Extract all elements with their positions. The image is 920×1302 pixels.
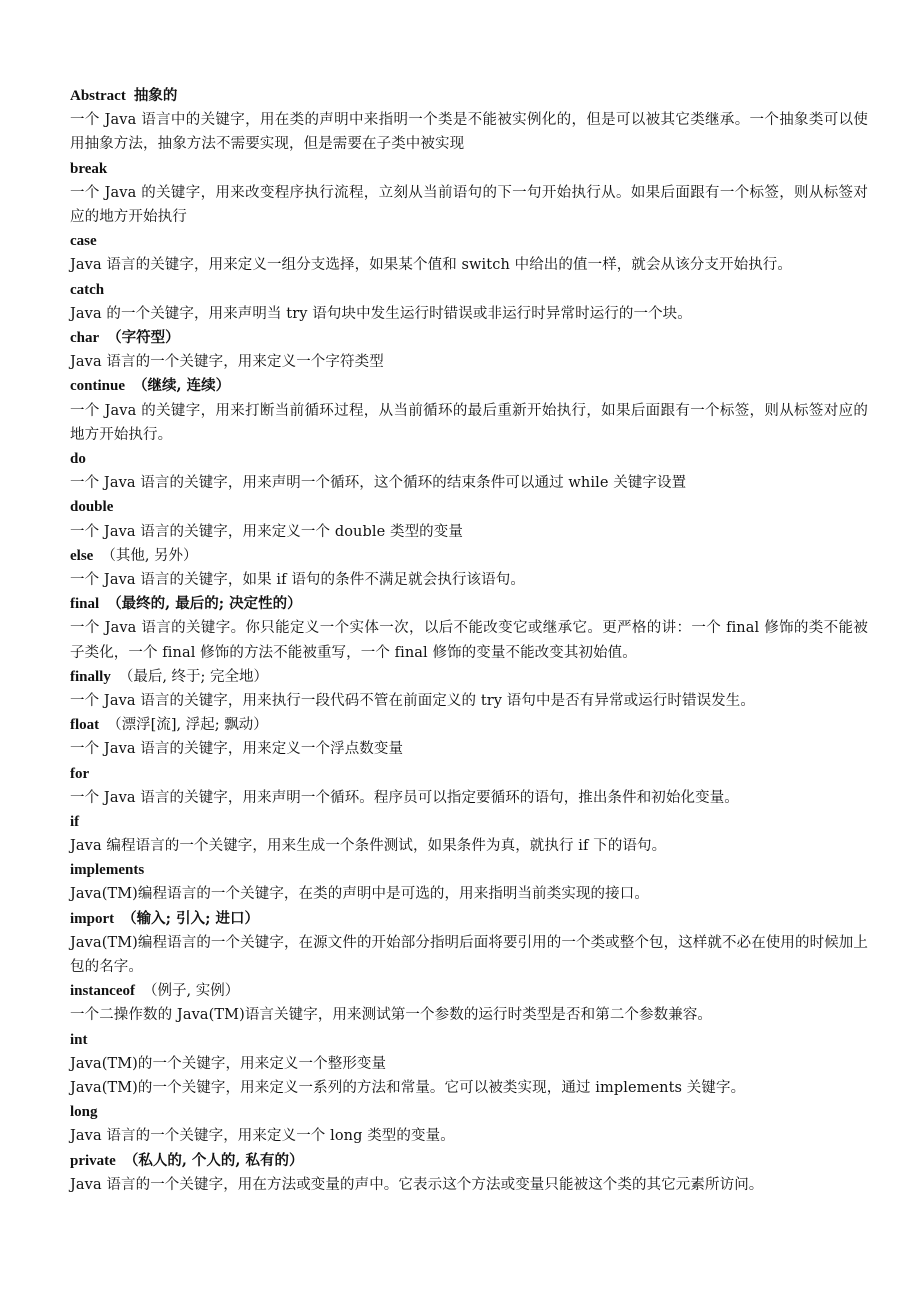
- keyword-entry: [70, 810, 868, 858]
- keyword-entry: [70, 495, 868, 543]
- keyword-meaning: （私人的, 个人的, 私有的）: [123, 1151, 304, 1169]
- keyword-entry: [70, 326, 868, 374]
- document-page: [70, 84, 868, 1197]
- keyword-term: continue: [70, 378, 126, 395]
- keyword-term: int: [70, 1031, 88, 1048]
- keyword-meaning: （输入; 引入; 进口）: [122, 909, 259, 927]
- keyword-meaning: （其他, 另外）: [101, 547, 198, 564]
- keyword-entry: [70, 979, 868, 1027]
- keyword-heading: [70, 762, 868, 786]
- keyword-heading: [70, 544, 868, 568]
- keyword-term: final: [70, 596, 100, 613]
- keyword-meaning: （最终的, 最后的; 决定性的）: [107, 595, 302, 613]
- keyword-entry: [70, 713, 868, 761]
- keyword-term: break: [70, 160, 108, 177]
- keyword-description: Java(TM)的一个关键字，用来定义一系列的方法和常量。它可以被类实现，通过 implements 关键字。: [70, 1080, 746, 1097]
- keyword-description: Java(TM)编程语言的一个关键字，在类的声明中是可选的，用来指明当前类实现的接口。: [70, 886, 649, 903]
- keyword-entry: [70, 278, 868, 326]
- keyword-entry: [70, 1076, 868, 1100]
- keyword-heading: [70, 229, 868, 253]
- keyword-entry: [70, 1100, 868, 1148]
- keyword-entry: [70, 1028, 868, 1076]
- keyword-term: import: [70, 910, 115, 927]
- keyword-heading: [70, 592, 868, 616]
- keyword-description: 一个 Java 语言的关键字。你只能定义一个实体一次，以后不能改变它或继承它。更严格的讲：一个 final 修饰的类不能被子类化，一个 final 修饰的方法不能被重写，一个 final 修饰的变量不能改变其初始值。: [70, 620, 868, 661]
- keyword-description: 一个 Java 语言的关键字，用来定义一个 double 类型的变量: [70, 523, 463, 540]
- keyword-entry: [70, 858, 868, 906]
- keyword-entry: [70, 374, 868, 447]
- keyword-heading: [70, 495, 868, 519]
- keyword-term: do: [70, 450, 86, 467]
- keyword-description: 一个 Java 的关键字，用来改变程序执行流程，立刻从当前语句的下一句开始执行从。如果后面跟有一个标签，则从标签对应的地方开始执行: [70, 184, 868, 225]
- keyword-description: 一个 Java 语言的关键字，用来声明一个循环。程序员可以指定要循环的语句，推出条件和初始化变量。: [70, 789, 739, 806]
- keyword-description: 一个 Java 语言的关键字，用来定义一个浮点数变量: [70, 741, 404, 758]
- keyword-entry: [70, 84, 868, 157]
- keyword-heading: [70, 157, 868, 181]
- keyword-heading: [70, 278, 868, 302]
- keyword-heading: [70, 1149, 868, 1173]
- keyword-entry: [70, 157, 868, 230]
- keyword-description: 一个 Java 语言的关键字，如果 if 语句的条件不满足就会执行该语句。: [70, 571, 525, 588]
- keyword-entry: [70, 665, 868, 713]
- keyword-heading: [70, 665, 868, 689]
- keyword-heading: [70, 979, 868, 1003]
- keyword-description: Java(TM)的一个关键字，用来定义一个整形变量: [70, 1055, 387, 1072]
- keyword-description: Java 语言的关键字，用来定义一组分支选择，如果某个值和 switch 中给出的值一样，就会从该分支开始执行。: [70, 257, 792, 274]
- keyword-description: Java 语言的一个关键字，用来定义一个字符类型: [70, 354, 384, 371]
- keyword-entry: [70, 229, 868, 277]
- keyword-term: catch: [70, 281, 105, 298]
- keyword-description: 一个 Java 语言的关键字，用来执行一段代码不管在前面定义的 try 语句中是否有异常或运行时错误发生。: [70, 692, 755, 709]
- keyword-heading: [70, 1028, 868, 1052]
- keyword-term: Abstract: [70, 88, 126, 104]
- keyword-heading: [70, 374, 868, 398]
- keyword-description: 一个二操作数的 Java(TM)语言关键字，用来测试第一个参数的运行时类型是否和第二个参数兼容。: [70, 1007, 713, 1024]
- keyword-heading: [70, 1100, 868, 1124]
- keyword-entry: [70, 1149, 868, 1197]
- keyword-heading: [70, 858, 868, 882]
- keyword-entry: [70, 592, 868, 665]
- keyword-heading: [70, 810, 868, 834]
- keyword-term: implements: [70, 862, 145, 879]
- keyword-heading: [70, 713, 868, 737]
- keyword-meaning: （最后, 终于; 完全地）: [118, 668, 269, 685]
- keyword-term: float: [70, 717, 100, 734]
- keyword-description: Java 的一个关键字，用来声明当 try 语句块中发生运行时错误或非运行时异常时运行的一个块。: [70, 305, 692, 322]
- keyword-term: char: [70, 329, 100, 346]
- keyword-term: long: [70, 1104, 98, 1121]
- keyword-description: Java 编程语言的一个关键字，用来生成一个条件测试，如果条件为真，就执行 if 下的语句。: [70, 838, 667, 855]
- keyword-term: if: [70, 813, 80, 830]
- keyword-entry: [70, 447, 868, 495]
- keyword-meaning: （漂浮[流], 浮起; 飘动）: [107, 717, 268, 734]
- keyword-heading: [70, 326, 868, 350]
- keyword-heading: [70, 907, 868, 931]
- keyword-description: Java(TM)编程语言的一个关键字，在源文件的开始部分指明后面将要引用的一个类或整个包，这样就不必在使用的时候加上包的名字。: [70, 934, 868, 976]
- keyword-term: instanceof: [70, 983, 135, 1000]
- keyword-description: Java 语言的一个关键字，用来定义一个 long 类型的变量。: [70, 1128, 455, 1145]
- keyword-description: 一个 Java 的关键字，用来打断当前循环过程，从当前循环的最后重新开始执行，如果后面跟有一个标签，则从标签对应的地方开始执行。: [70, 402, 868, 443]
- keyword-description: 一个 Java 语言中的关键字，用在类的声明中来指明一个类是不能被实例化的，但是可以被其它类继承。一个抽象类可以使用抽象方法，抽象方法不需要实现，但是需要在子类中被实现: [70, 112, 868, 153]
- keyword-meaning: （继续, 连续）: [133, 377, 231, 395]
- keyword-description: 一个 Java 语言的关键字，用来声明一个循环，这个循环的结束条件可以通过 while 关键字设置: [70, 475, 687, 492]
- keyword-heading: [70, 84, 868, 108]
- keyword-term: finally: [70, 668, 111, 685]
- keyword-entry: [70, 544, 868, 592]
- keyword-term: private: [70, 1152, 116, 1169]
- keyword-term: case: [70, 233, 97, 250]
- keyword-meaning: 抽象的: [133, 87, 178, 104]
- keyword-entry: [70, 907, 868, 980]
- keyword-heading: [70, 447, 868, 471]
- keyword-meaning: （例子, 实例）: [143, 983, 240, 1000]
- keyword-entry: [70, 762, 868, 810]
- keyword-meaning: （字符型）: [107, 328, 180, 346]
- keyword-term: else: [70, 547, 94, 564]
- keyword-term: double: [70, 499, 114, 516]
- keyword-term: for: [70, 765, 90, 782]
- keyword-description: Java 语言的一个关键字，用在方法或变量的声中。它表示这个方法或变量只能被这个类的其它元素所访问。: [70, 1176, 764, 1193]
